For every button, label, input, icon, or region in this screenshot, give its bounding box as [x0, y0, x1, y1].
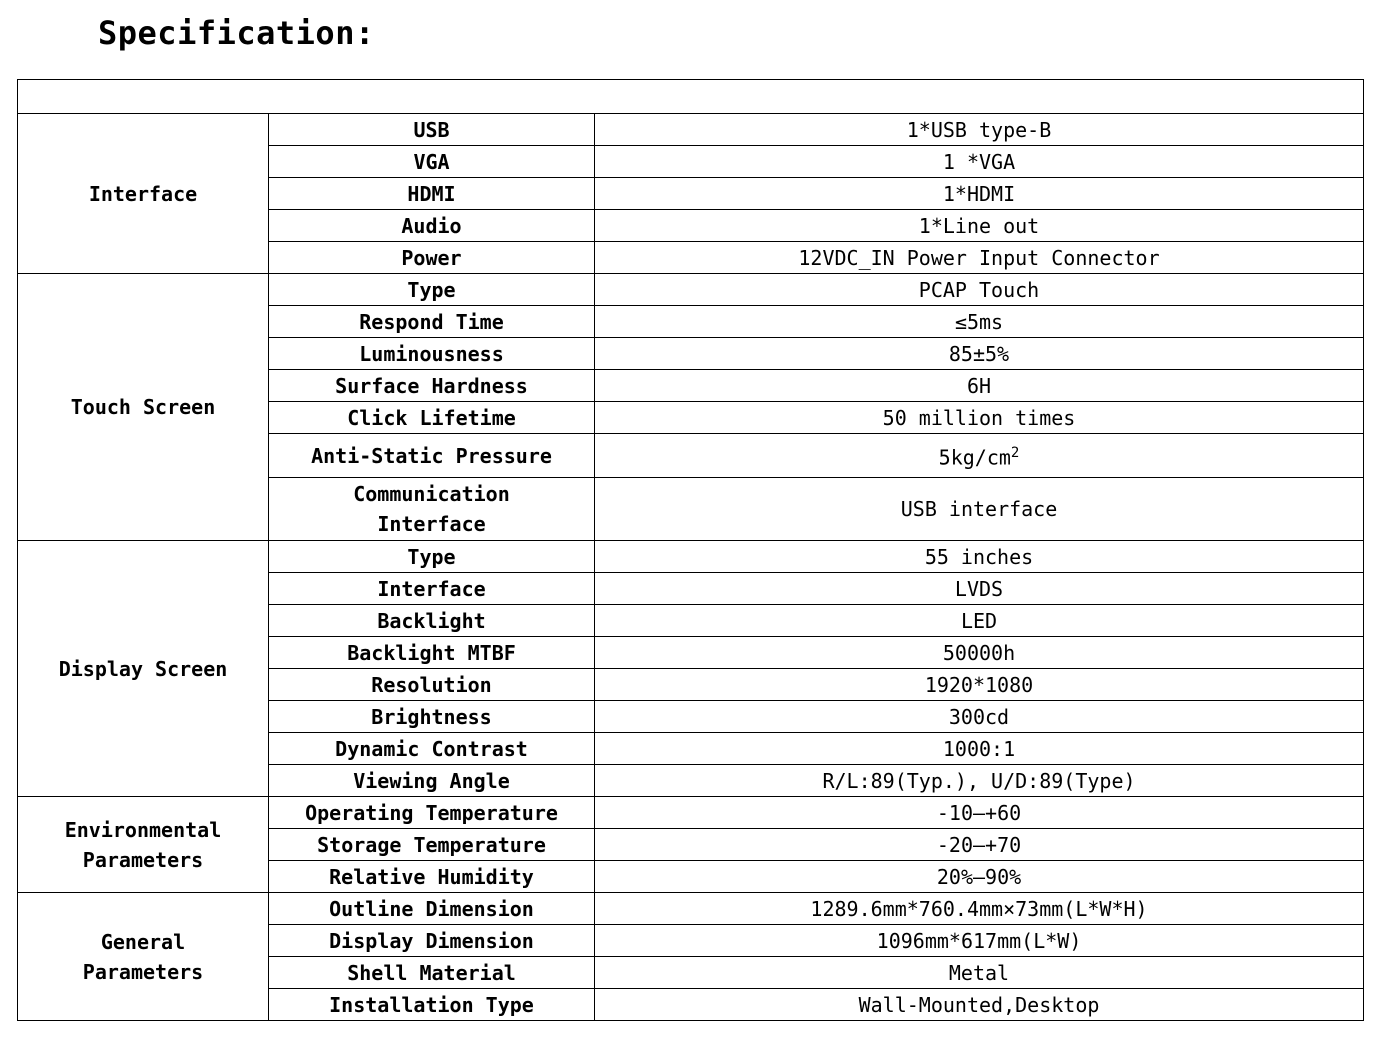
param-cell: Backlight MTBF — [269, 637, 595, 669]
param-cell: Surface Hardness — [269, 370, 595, 402]
param-cell: Display Dimension — [269, 925, 595, 957]
value-cell: 1 *VGA — [595, 146, 1364, 178]
value-cell: 1*Line out — [595, 210, 1364, 242]
param-cell: Outline Dimension — [269, 893, 595, 925]
value-cell: 85±5% — [595, 338, 1364, 370]
param-cell: Brightness — [269, 701, 595, 733]
table-row — [18, 893, 1364, 925]
param-cell: Storage Temperature — [269, 829, 595, 861]
category-cell: Display Screen — [18, 541, 269, 797]
param-cell: Shell Material — [269, 957, 595, 989]
value-cell: 12VDC_IN Power Input Connector — [595, 242, 1364, 274]
param-cell: Anti-Static Pressure — [269, 434, 595, 478]
table-row — [18, 114, 1364, 146]
value-cell: LVDS — [595, 573, 1364, 605]
value-cell: 20%—90% — [595, 861, 1364, 893]
table-header-cell — [18, 80, 1364, 114]
value-cell: 1096mm*617mm(L*W) — [595, 925, 1364, 957]
param-cell: Relative Humidity — [269, 861, 595, 893]
param-cell: VGA — [269, 146, 595, 178]
value-cell: -10—+60 — [595, 797, 1364, 829]
category-line: General — [100, 929, 186, 954]
param-cell: HDMI — [269, 178, 595, 210]
category-line: Parameters — [82, 959, 204, 984]
param-cell: Respond Time — [269, 306, 595, 338]
value-cell: 1*HDMI — [595, 178, 1364, 210]
value-cell: 50 million times — [595, 402, 1364, 434]
value-cell: R/L:89(Typ.), U/D:89(Type) — [595, 765, 1364, 797]
category-cell — [18, 797, 269, 893]
param-cell: Click Lifetime — [269, 402, 595, 434]
category-cell: Touch Screen — [18, 274, 269, 541]
param-line: Communication — [353, 482, 510, 506]
value-cell — [595, 434, 1364, 478]
category-cell — [18, 893, 269, 1021]
param-cell: Viewing Angle — [269, 765, 595, 797]
value-cell: LED — [595, 605, 1364, 637]
table-header-row — [18, 80, 1364, 114]
table-row — [18, 541, 1364, 573]
value-cell: 6H — [595, 370, 1364, 402]
value-cell: Wall-Mounted,Desktop — [595, 989, 1364, 1021]
specification-table — [17, 79, 1364, 1021]
value-cell: 1920*1080 — [595, 669, 1364, 701]
value-cell: 300cd — [595, 701, 1364, 733]
param-line: Interface — [377, 512, 486, 536]
param-cell: Type — [269, 541, 595, 573]
value-cell: 55 inches — [595, 541, 1364, 573]
value-superscript: 2 — [1010, 445, 1020, 462]
value-text: 5kg/cm — [938, 445, 1011, 470]
param-cell: Power — [269, 242, 595, 274]
param-cell — [269, 478, 595, 541]
value-cell: -20—+70 — [595, 829, 1364, 861]
value-cell: PCAP Touch — [595, 274, 1364, 306]
page-title: Specification: — [98, 14, 375, 52]
table-row — [18, 797, 1364, 829]
category-line: Environmental — [64, 817, 222, 842]
category-cell: Interface — [18, 114, 269, 274]
value-cell: 1289.6mm*760.4mm×73mm(L*W*H) — [595, 893, 1364, 925]
param-cell: Resolution — [269, 669, 595, 701]
table-row — [18, 274, 1364, 306]
param-cell: Dynamic Contrast — [269, 733, 595, 765]
value-cell: 50000h — [595, 637, 1364, 669]
value-cell: ≤5ms — [595, 306, 1364, 338]
param-cell: Operating Temperature — [269, 797, 595, 829]
value-cell: 1000:1 — [595, 733, 1364, 765]
value-cell: USB interface — [595, 478, 1364, 541]
param-cell: Interface — [269, 573, 595, 605]
param-cell: Installation Type — [269, 989, 595, 1021]
param-cell: USB — [269, 114, 595, 146]
param-cell: Luminousness — [269, 338, 595, 370]
param-cell: Audio — [269, 210, 595, 242]
category-line: Parameters — [82, 847, 204, 872]
value-cell: Metal — [595, 957, 1364, 989]
param-cell: Type — [269, 274, 595, 306]
value-cell: 1*USB type-B — [595, 114, 1364, 146]
param-cell: Backlight — [269, 605, 595, 637]
